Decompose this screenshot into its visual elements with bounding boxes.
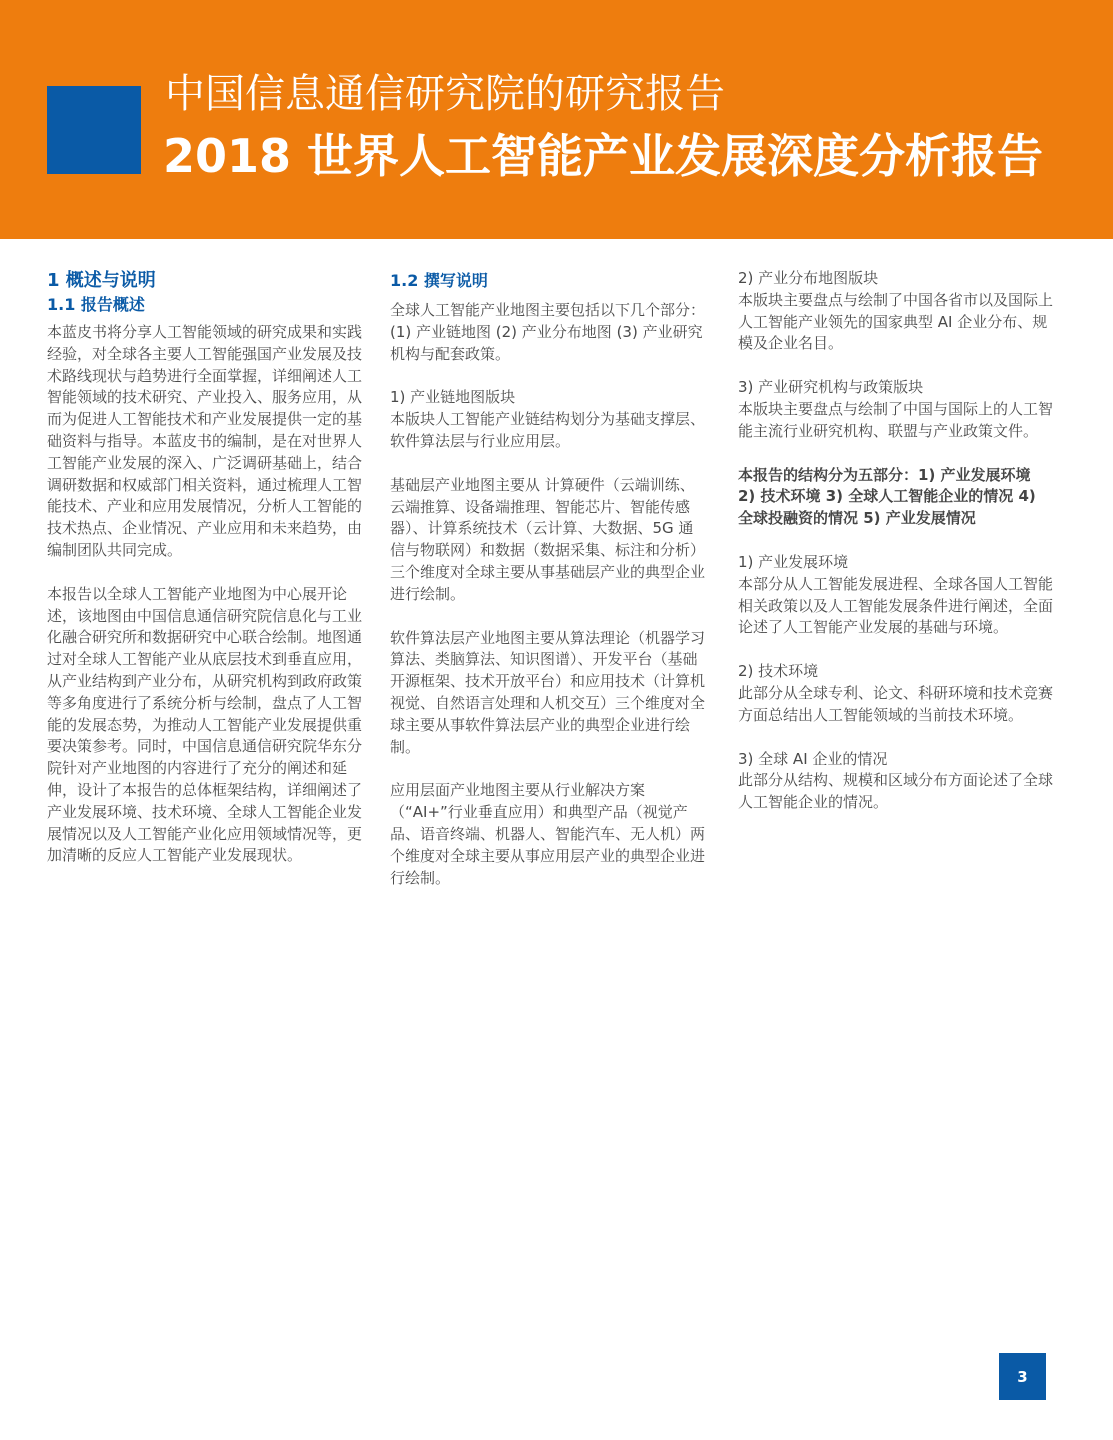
paragraph: 全球人工智能产业地图主要包括以下几个部分：(1) 产业链地图 (2) 产业分布地图 (3) 产业研究机构与配套政策。 <box>390 301 706 363</box>
item-title: 3) 产业研究机构与政策版块 <box>738 378 924 397</box>
paragraph: 软件算法层产业地图主要从算法理论（机器学习算法、类脑算法、知识图谱）、开发平台（基础开源框架、技术开放平台）和应用技术（计算机视觉、自然语言处理和人机交互）三个维度对全球主要从事软件算法层产业的典型企业进行绘制。 <box>390 628 706 756</box>
paragraph <box>738 552 1053 639</box>
paragraph <box>738 377 1053 442</box>
paragraph: 基础层产业地图主要从 计算硬件（云端训练、云端推算、设备端推理、智能芯片、智能传感器）、计算系统技术（云计算、大数据、5G 通信与物联网）和数据（数据采集、标注和分析）三个维度对全球主要从事基础层产业的典型企业进行绘制。 <box>390 475 706 603</box>
report-title: 2018 世界人工智能产业发展深度分析报告 <box>163 129 1044 183</box>
paragraph <box>390 387 705 452</box>
paragraph <box>738 268 1053 355</box>
item-text: 本版块主要盘点与绘制了中国与国际上的人工智能主流行业研究机构、联盟与产业政策文件。 <box>738 399 1054 440</box>
subsection-heading: 1.2 撰写说明 <box>390 271 488 290</box>
item-title: 2) 产业分布地图版块 <box>738 269 879 287</box>
item-text: 本版块主要盘点与绘制了中国各省市以及国际上人工智能产业领先的国家典型 AI 企业分布、规模及企业名目。 <box>738 290 1054 353</box>
structure-summary: 本报告的结构分为五部分：1) 产业发展环境 2) 技术环境 3) 全球人工智能企业的情况 4) 全球投融资的情况 5) 产业发展情况 <box>738 465 1036 528</box>
paragraph: 本报告以全球人工智能产业地图为中心展开论述，该地图由中国信息通信研究院信息化与工业化融合研究所和数据研究中心联合绘制。地图通过对全球人工智能产业从底层技术到垂直应用，从产业结构到产业分布，从研究机构到政府政策等多角度进行了系统分析与绘制，盘点了人工智能的发展态势，为推动人工智能产业发展提供重要决策参考。同时，中国信息通信研究院华东分院针对产业地图的内容进行了充分的阐述和延伸，设计了本报告的总体框架结构，详细阐述了产业发展环境、技术环境、全球人工智能企业发展情况以及人工智能产业化应用领域情况等，更加清晰的反应人工智能产业发展现状。 <box>47 584 363 865</box>
paragraph <box>738 749 1053 814</box>
item-title: 1) 产业链地图版块 <box>390 388 516 407</box>
item-title: 1) 产业发展环境 <box>738 552 849 571</box>
paragraph: 应用层面产业地图主要从行业解决方案（“AI+”行业垂直应用）和典型产品（视觉产品、语音终端、机器人、智能汽车、无人机）两个维度对全球主要从事应用层产业的典型企业进行绘制。 <box>390 781 706 887</box>
item-title: 2) 技术环境 <box>738 662 819 681</box>
item-text: 此部分从结构、规模和区域分布方面论述了全球人工智能企业的情况。 <box>738 771 1054 812</box>
item-text: 本版块人工智能产业链结构划分为基础支撑层、软件算法层与行业应用层。 <box>390 410 706 450</box>
section-heading: 1 概述与说明 <box>47 270 156 291</box>
paragraph: 本蓝皮书将分享人工智能领域的研究成果和实践经验，对全球各主要人工智能强国产业发展及技术路线现状与趋势进行全面掌握，详细阐述人工智能领域的技术研究、产业投入、服务应用，从而为促进人工智能技术和产业发展提供一定的基础资料与指导。本蓝皮书的编制，是在对世界人工智能产业发展的深入、广泛调研基础上，结合调研数据和权威部门相关资料，通过梳理人工智能技术、产业和应用发展情况，分析人工智能的技术热点、企业情况、产业应用和未来趋势，由编制团队共同完成。 <box>47 323 363 559</box>
paragraph <box>738 661 1053 726</box>
item-text: 本部分从人工智能发展进程、全球各国人工智能相关政策以及人工智能发展条件进行阐述，全面论述了人工智能产业发展的基础与环境。 <box>738 574 1054 637</box>
item-title: 3) 全球 AI 企业的情况 <box>738 749 888 768</box>
brand-square <box>47 86 141 174</box>
column-2 <box>390 268 705 911</box>
page-number: 3 <box>999 1353 1046 1400</box>
column-3 <box>738 268 1053 836</box>
item-text: 此部分从全球专利、论文、科研环境和技术竞赛方面总结出人工智能领域的当前技术环境。 <box>738 683 1054 724</box>
header-banner <box>0 0 1113 239</box>
column-1 <box>47 268 362 889</box>
subsection-heading: 1.1 报告概述 <box>47 295 145 314</box>
report-subtitle: 中国信息通信研究院的研究报告 <box>165 71 725 117</box>
